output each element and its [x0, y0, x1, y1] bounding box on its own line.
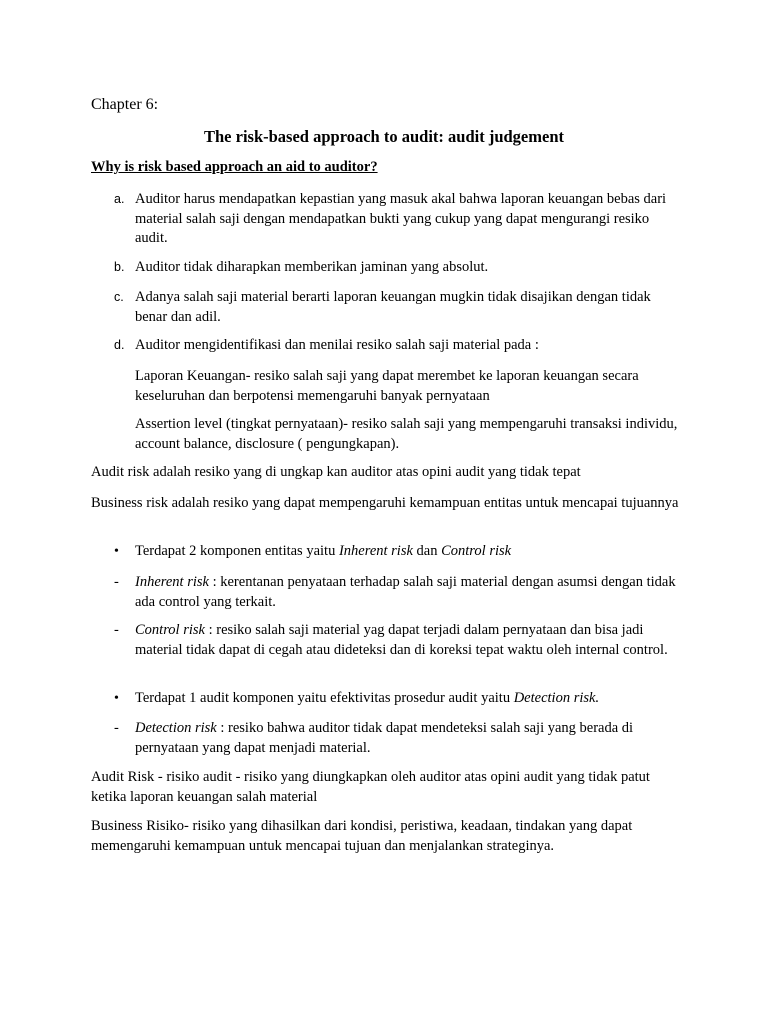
emphasis-detection-risk: Detection risk.: [513, 690, 600, 706]
list-marker: b.: [114, 260, 125, 274]
term-detection-risk: Detection risk: [135, 720, 217, 736]
list-item-text: Auditor harus mendapatkan kepastian yang masuk akal bahwa laporan keuangan bebas dari material salah saji dengan mendapatkan bukti yang cukup yang dapat mengurangi resiko audit.: [135, 191, 667, 246]
dash-text: Control risk : resiko salah saji material yag dapat terjadi dalam pernyataan dan bisa jadi material tidak dapat di cegah atau dideteksi dan di koreksi tepat waktu oleh internal control.: [135, 622, 668, 658]
term-control-risk: Control risk: [135, 622, 205, 638]
list-item-b: [114, 258, 684, 278]
list-item-text: Auditor mengidentifikasi dan menilai resiko salah saji material pada :: [135, 337, 539, 353]
list-marker: a.: [114, 192, 125, 206]
list-item-text: Adanya salah saji material berarti laporan keuangan mugkin tidak disajikan dengan tidak benar dan adil.: [135, 289, 651, 325]
dash-item-detection-risk: [114, 719, 684, 758]
list-item-text: Auditor tidak diharapkan memberikan jaminan yang absolut.: [135, 259, 489, 275]
dash-text: Detection risk : resiko bahwa auditor tidak dapat mendeteksi salah saji yang berada di pernyataan yang dapat menjadi material.: [135, 720, 634, 756]
question-heading: Why is risk based approach an aid to auditor?: [91, 159, 378, 175]
dash-marker: -: [114, 574, 119, 590]
list-item-c: [114, 288, 684, 327]
bullet-item-components: [114, 542, 684, 562]
chapter-heading: Chapter 6:: [91, 96, 159, 113]
dash-item-inherent-risk: [114, 573, 684, 612]
paragraph-audit-risk: Audit risk adalah resiko yang di ungkap kan auditor atas opini audit yang tidak tepat: [91, 464, 581, 480]
dash-marker: -: [114, 720, 119, 736]
bullet-marker: •: [114, 544, 119, 559]
list-item-d: [114, 336, 684, 356]
list-marker: c.: [114, 290, 124, 304]
dash-marker: -: [114, 622, 119, 638]
paragraph-business-risk: Business risk adalah resiko yang dapat mempengaruhi kemampuan entitas untuk mencapai tujuannya: [91, 495, 679, 511]
sub-paragraph-financial-statements: Laporan Keuangan- resiko salah saji yang dapat merembet ke laporan keuangan secara keseluruhan dan berpotensi memengaruhi banyak pernyataan: [135, 368, 639, 404]
list-marker: d.: [114, 338, 125, 352]
sub-paragraph-assertion-level: Assertion level (tingkat pernyataan)- resiko salah saji yang mempengaruhi transaksi individu, account balance, disclosure ( pengungkapan).: [135, 416, 678, 452]
bullet-text: Terdapat 2 komponen entitas yaitu Inherent risk dan Control risk: [135, 543, 512, 559]
dash-text: Inherent risk : kerentanan penyataan terhadap salah saji material dengan asumsi dengan tidak ada control yang terkait.: [135, 574, 676, 610]
dash-item-control-risk: [114, 621, 684, 660]
bullet-text: Terdapat 1 audit komponen yaitu efektivitas prosedur audit yaitu Detection risk.: [135, 690, 600, 706]
term-inherent-risk: Inherent risk: [135, 574, 209, 590]
paragraph-business-risk-id: Business Risiko- risiko yang dihasilkan dari kondisi, peristiwa, keadaan, tindakan yang dapat memengaruhi kemampuan untuk mencapai tujuan dan menjalankan strateginya.: [91, 818, 633, 854]
page-title: The risk-based approach to audit: audit judgement: [204, 127, 564, 146]
paragraph-audit-risk-id: Audit Risk - risiko audit - risiko yang diungkapkan oleh auditor atas opini audit yang tidak patut ketika laporan keuangan salah material: [91, 769, 650, 805]
list-item-a: [114, 190, 684, 249]
emphasis-control-risk: Control risk: [441, 543, 512, 559]
bullet-item-audit-component: [114, 689, 684, 709]
bullet-marker: •: [114, 691, 119, 706]
emphasis-inherent-risk: Inherent risk: [338, 543, 413, 559]
